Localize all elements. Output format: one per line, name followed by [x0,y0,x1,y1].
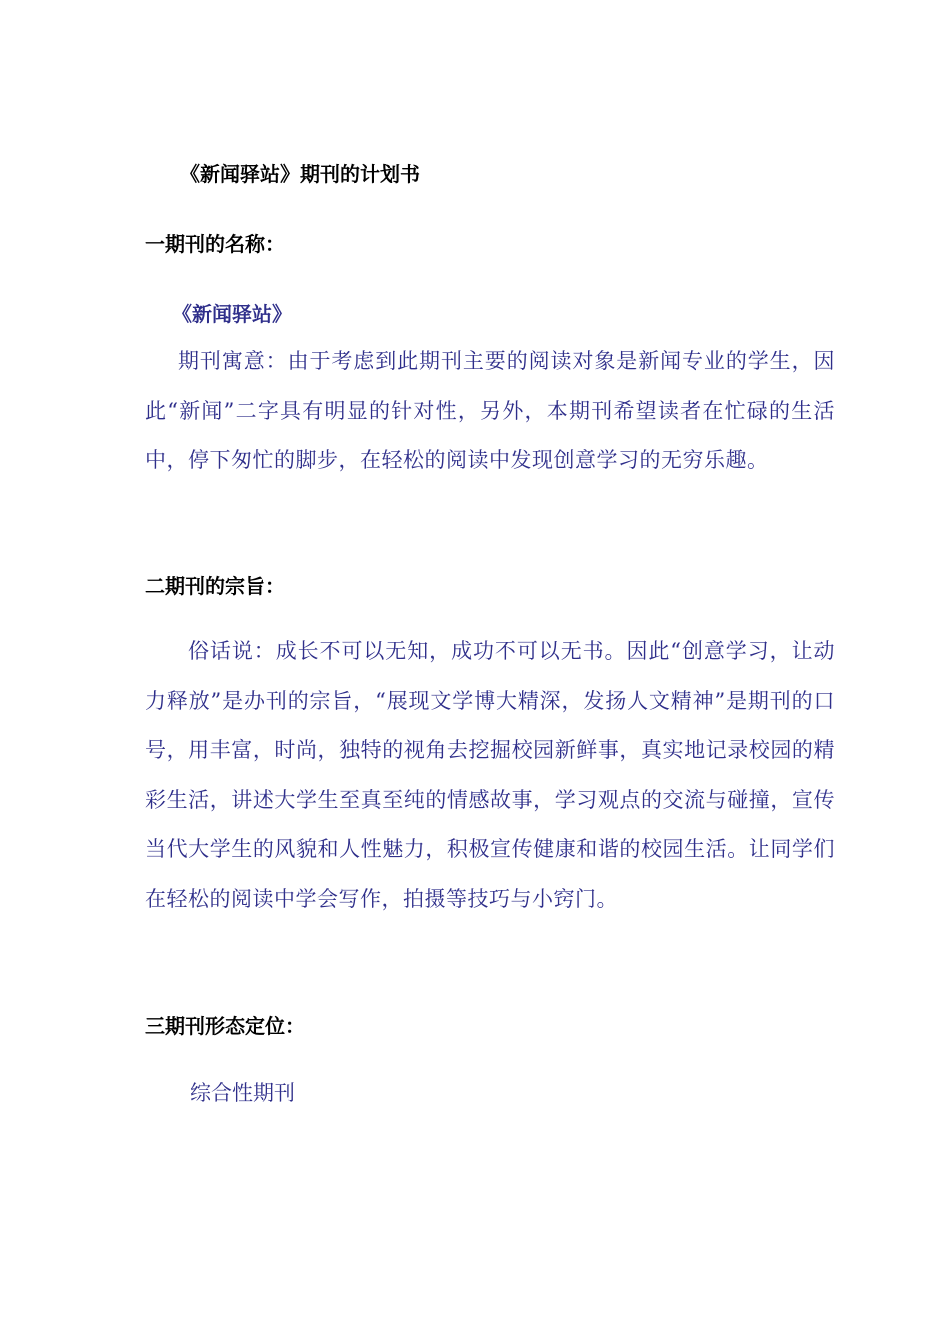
section-heading-positioning: 三期刊形态定位： [145,1014,305,1038]
section-heading-purpose: 二期刊的宗旨： [145,574,285,598]
journal-positioning-text: 综合性期刊 [190,1081,295,1105]
journal-name: 《新闻驿站》 [172,302,292,326]
section-heading-name: 一期刊的名称： [145,232,285,256]
journal-meaning-paragraph: 期刊寓意：由于考虑到此期刊主要的阅读对象是新闻专业的学生，因此“新闻”二字具有明显的针对性，另外，本期刊希望读者在忙碌的生活中，停下匆忙的脚步，在轻松的阅读中发现创意学习的无穷乐趣。 [145,349,835,472]
document-title: 《新闻驿站》期刊的计划书 [180,162,420,186]
journal-purpose-paragraph: 俗话说：成长不可以无知，成功不可以无书。因此“创意学习，让动力释放”是办刊的宗旨，“展现文学博大精深，发扬人文精神”是期刊的口号，用丰富，时尚，独特的视角去挖掘校园新鲜事，真实地记录校园的精彩生活，讲述大学生至真至纯的情感故事，学习观点的交流与碰撞，宣传当代大学生的风貌和人性魅力，积极宣传健康和谐的校园生活。让同学们在轻松的阅读中学会写作，拍摄等技巧与小窍门。 [145,639,835,911]
